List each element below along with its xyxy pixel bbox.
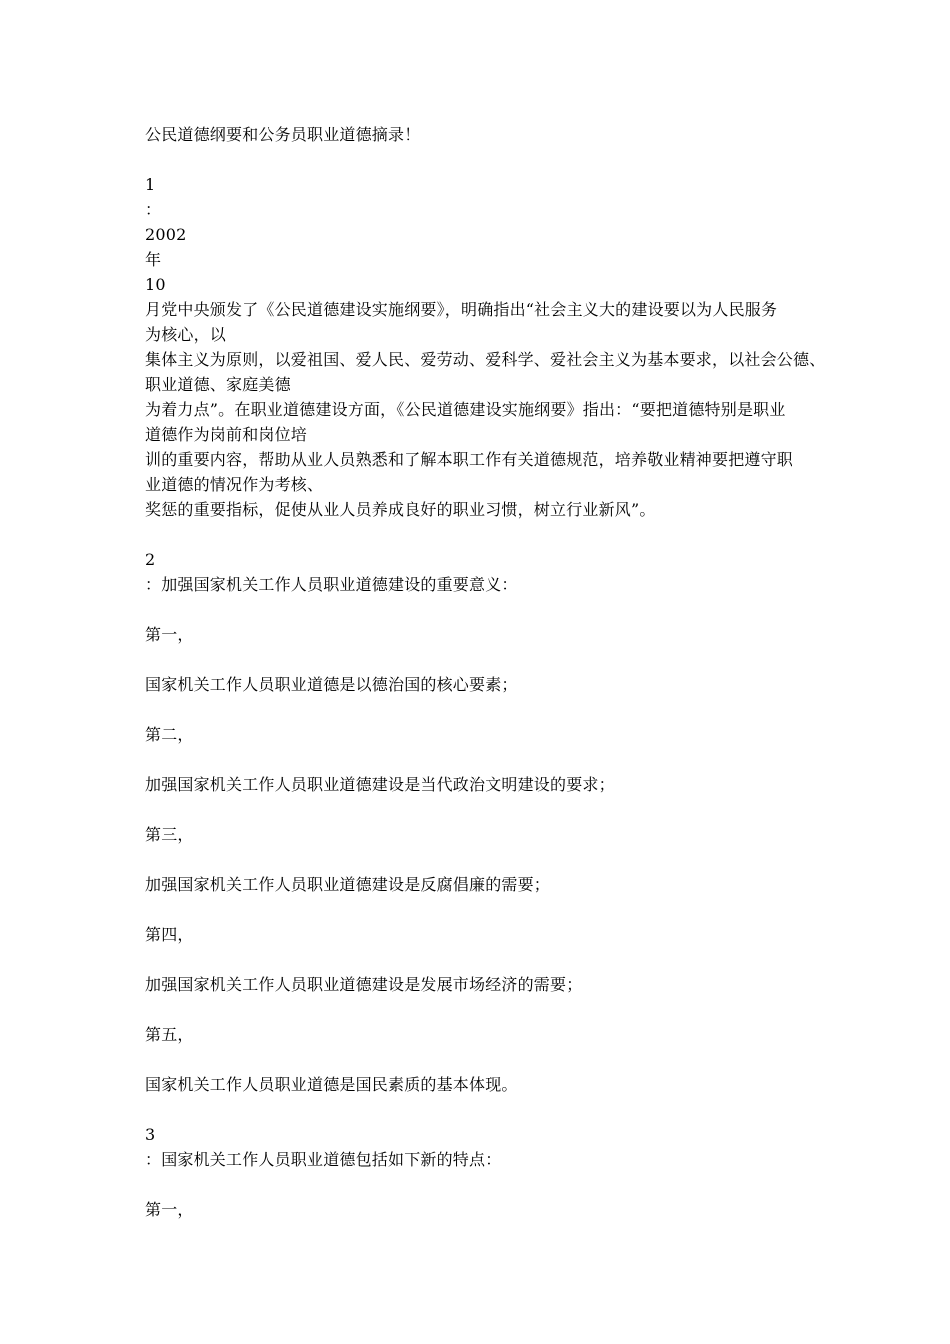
- list-item-label: 第三，: [145, 825, 194, 844]
- section-1-year: 2002: [145, 225, 187, 244]
- list-item-text: 加强国家机关工作人员职业道德建设是发展市场经济的需要；: [145, 975, 583, 994]
- section-1-month: 10: [145, 275, 166, 294]
- list-item-text: 国家机关工作人员职业道德是以德治国的核心要素；: [145, 675, 518, 694]
- list-item-label: 第二，: [145, 725, 194, 744]
- section-1-text-line: 为核心，以: [145, 325, 227, 344]
- section-1-text-line: 奖惩的重要指标，促使从业人员养成良好的职业习惯，树立行业新风”。: [145, 500, 656, 519]
- section-1-text-line: 训的重要内容，帮助从业人员熟悉和了解本职工作有关道德规范，培养敬业精神要把遵守职: [145, 450, 794, 469]
- section-1-text-line: 月党中央颁发了《公民道德建设实施纲要》，明确指出“社会主义大的建设要以为人民服务: [145, 300, 778, 319]
- section-2-number: 2: [145, 550, 156, 569]
- section-1-nian: 年: [145, 250, 162, 269]
- list-item-text: 加强国家机关工作人员职业道德建设是反腐倡廉的需要；: [145, 875, 551, 894]
- section-1-colon: ：: [145, 200, 162, 219]
- section-1-text-line: 职业道德、家庭美德: [145, 375, 291, 394]
- list-item-label: 第四，: [145, 925, 194, 944]
- list-item-label: 第一，: [145, 1200, 194, 1219]
- section-1-text-line: 业道德的情况作为考核、: [145, 475, 324, 494]
- section-1-number: 1: [145, 175, 156, 194]
- section-2-heading: ：加强国家机关工作人员职业道德建设的重要意义：: [145, 575, 518, 594]
- section-1-text-line: 集体主义为原则，以爱祖国、爱人民、爱劳动、爱科学、爱社会主义为基本要求，以社会公德、: [145, 350, 826, 369]
- document-page: [145, 122, 826, 1222]
- document-title: 公民道德纲要和公务员职业道德摘录！: [145, 125, 421, 144]
- list-item-label: 第五，: [145, 1025, 194, 1044]
- list-item-label: 第一，: [145, 625, 194, 644]
- section-1-text-line: 道德作为岗前和岗位培: [145, 425, 308, 444]
- list-item-text: 国家机关工作人员职业道德是国民素质的基本体现。: [145, 1075, 518, 1094]
- section-1-text-line: 为着力点”。在职业道德建设方面，《公民道德建设实施纲要》指出：“要把道德特别是职业: [145, 400, 786, 419]
- list-item-text: 加强国家机关工作人员职业道德建设是当代政治文明建设的要求；: [145, 775, 615, 794]
- section-3-heading: ：国家机关工作人员职业道德包括如下新的特点：: [145, 1150, 502, 1169]
- section-3-number: 3: [145, 1125, 156, 1144]
